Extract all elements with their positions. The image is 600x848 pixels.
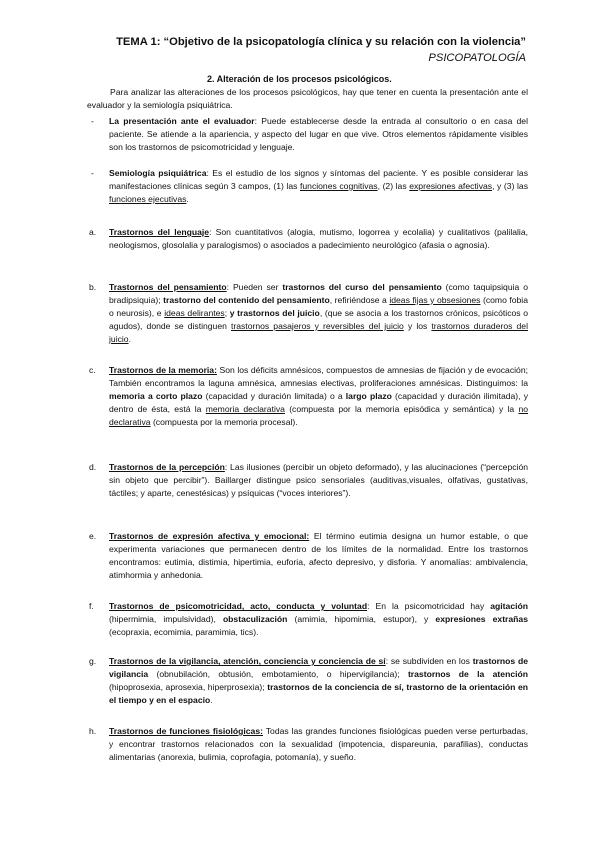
- item-marker: b.: [89, 282, 97, 292]
- item-text: Son los déficits amnésicos, compuestos de amnesias de fijación y de evocación; También encontramos la laguna amnésica, amnesias electivas, proliferaciones amnésicas. Distinguimos: la: [109, 365, 528, 388]
- item-text: .: [210, 695, 213, 705]
- item-lead: Trastornos de funciones fisiológicas:: [109, 726, 263, 736]
- item-fisiologicas: [89, 725, 528, 764]
- item-marker: h.: [89, 726, 97, 736]
- item-text: (obnubilación, obtusión, embotamiento, o hipervigilancia);: [148, 669, 408, 679]
- item-lead: Trastornos de la memoria:: [109, 365, 217, 375]
- underlined-term: expresiones afectivas: [409, 181, 493, 191]
- bullet-text: , (2) las: [377, 181, 410, 191]
- item-text: (hipoprosexia, aprosexia, hiperprosexia);: [109, 682, 268, 692]
- bold-term: trastornos de la conciencia de sí, trastorno de la orientación en el tiempo y en el espacio: [109, 682, 528, 705]
- item-text: : Son cuantitativos (alogia, mutismo, logorrea y ecolalia) y cualitativos (palilalia, neologismos, glosolalia y paralogismos) o asociados a padecimiento neurológico (afasia o agnosia).: [109, 227, 529, 250]
- item-text: : En la psicomotricidad hay: [367, 601, 491, 611]
- item-lenguaje: [89, 226, 529, 252]
- bold-term: trastorno del contenido del pensamiento: [163, 295, 330, 305]
- item-text: (compuesta por la memoria procesal).: [150, 417, 298, 427]
- item-text: (como taquipsiquia o bradipsiquia);: [109, 282, 528, 305]
- item-marker: g.: [89, 656, 97, 666]
- bold-term: expresiones extrañas: [435, 614, 528, 624]
- underlined-term: ideas delirantes: [164, 308, 225, 318]
- item-text: (compuesta por la memoria episódica y semántica) y la: [284, 404, 519, 414]
- underlined-term: ideas fijas y obsesiones: [389, 295, 481, 305]
- item-marker: a.: [89, 227, 97, 237]
- underlined-term: funciones cognitivas: [300, 181, 378, 191]
- item-text: : Pueden ser: [226, 282, 283, 292]
- bullet-lead: Semiología psiquiátrica: [109, 168, 207, 178]
- item-afectiva: [89, 530, 528, 582]
- item-lead: Trastornos del pensamiento: [109, 282, 227, 292]
- section-heading: 2. Alteración de los procesos psicológicos.: [207, 74, 392, 84]
- bold-term: memoria a corto plazo: [109, 391, 203, 401]
- item-text: (capacidad y duración ilimitada), y dentro de ésta, está la: [109, 391, 528, 414]
- item-text: y los: [403, 321, 432, 331]
- underlined-term: trastornos duraderos del juicio: [109, 321, 528, 344]
- item-text: , (que se asocia a los trastornos crónicos, psicóticos o agudos), donde se distinguen: [109, 308, 528, 331]
- bullet-marker: -: [91, 116, 94, 126]
- item-text: (capacidad y duración limitada) o a: [202, 391, 346, 401]
- item-lead: Trastornos de expresión afectiva y emocional:: [109, 531, 310, 541]
- bold-term: largo plazo: [345, 391, 392, 401]
- bullet-text: : Es el estudio de los signos y síntomas del paciente. Y es posible considerar las manifestaciones clínicas según 3 campos, (1) las: [109, 168, 528, 191]
- item-lead: Trastornos de la vigilancia, atención, conciencia y conciencia de sí: [109, 656, 386, 666]
- item-lead: Trastornos del lenguaje: [109, 227, 210, 237]
- item-text: (hipermimia, impulsividad),: [109, 614, 223, 624]
- document-title: TEMA 1: “Objetivo de la psicopatología clínica y su relación con la violencia”: [116, 36, 526, 48]
- item-vigilancia: [89, 655, 528, 707]
- item-lead: Trastornos de la percepción: [109, 462, 225, 472]
- item-marker: d.: [89, 462, 97, 472]
- item-marker: c.: [89, 365, 96, 375]
- intro-paragraph: Para analizar las alteraciones de los procesos psicológicos, hay que tener en cuenta la presentación ante el evaluador y la semiología psiquiátrica.: [87, 87, 528, 110]
- subject-label: PSICOPATOLOGÍA: [428, 52, 526, 64]
- item-text: El término eutimia designa un humor estable, o que experimenta variaciones que permanecen dentro de los límites de la normalidad. Entre los trastornos encontramos: eutimia, distimia, hipertimia, euforia, afecto depresivo, y disforia. Y anomalías: ambivalencia, atimhormia y anhedonia.: [109, 531, 528, 580]
- item-marker: f.: [89, 601, 94, 611]
- item-text: Todas las grandes funciones fisiológicas pueden verse perturbadas, y encontrar trastornos relacionados con la sexualidad (impotencia, dispareunia, parafilias), conductas alimentarias (anorexia, bulimia, coprofagia, potomanía), y sueño.: [109, 726, 528, 762]
- bullet-text: , y (3) las: [492, 181, 529, 191]
- underlined-term: memoria declarativa: [205, 404, 285, 414]
- bullet-text: : Puede establecerse desde la entrada al consultorio o en casa del paciente. Se atiende a la apariencia, y aspecto del lugar en que vive. Otros elementos rápidamente visibles son los trastornos de psicomotricidad y lenguaje.: [109, 116, 528, 152]
- item-psicomotricidad: [89, 600, 528, 639]
- item-text: (ecopraxia, ecomimia, paramimia, tics).: [109, 627, 259, 637]
- item-text: .: [128, 334, 131, 344]
- item-text: : Las ilusiones (percibir un objeto deformado), y las alucinaciones (“percepción sin objeto que percibir”). Baillarger distingue psico sensoriales (auditivas,visuales, olfativas, gustativas, táctiles; y aparte, cenestésicas) y psíquicas (“voces interiores”).: [109, 462, 528, 498]
- bold-term: y trastornos del juicio: [229, 308, 320, 318]
- item-text: (amimia, hipomimia, estupor), y: [287, 614, 436, 624]
- item-text: : se subdividen en los: [385, 656, 473, 666]
- bold-term: trastornos de vigilancia: [109, 656, 528, 679]
- bold-term: obstaculización: [222, 614, 288, 624]
- item-pensamiento: [89, 281, 528, 346]
- bold-term: trastornos de la atención: [407, 669, 528, 679]
- bullet-marker: -: [91, 168, 94, 178]
- bullet-semiologia: [91, 167, 529, 206]
- item-lead: Trastornos de psicomotricidad, acto, conducta y voluntad: [109, 601, 368, 611]
- item-text: (como fobia o neurosis), e: [109, 295, 528, 318]
- item-text: , refiriéndose a: [329, 295, 390, 305]
- bold-term: agitación: [490, 601, 528, 611]
- underlined-term: no declarativa: [109, 404, 529, 427]
- bullet-presentacion: [91, 115, 528, 154]
- item-percepcion: [89, 461, 528, 500]
- item-text: ;: [224, 308, 230, 318]
- bold-term: trastornos del curso del pensamiento: [282, 282, 442, 292]
- bullet-text: .: [186, 194, 189, 204]
- underlined-term: trastornos pasajeros y reversibles del juicio: [230, 321, 404, 331]
- underlined-term: funciones ejecutivas: [109, 194, 187, 204]
- item-marker: e.: [89, 531, 97, 541]
- bullet-lead: La presentación ante el evaluador: [109, 116, 255, 126]
- item-memoria: [89, 364, 529, 429]
